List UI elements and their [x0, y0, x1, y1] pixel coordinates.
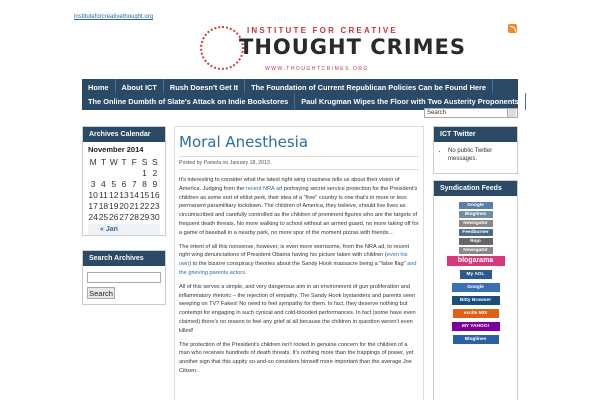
post-text: .: [244, 269, 247, 276]
post-title[interactable]: Moral Anesthesia: [179, 133, 309, 151]
post-paragraph: The protection of the President's children isn't rooted in genuine concern for the children of a man who receives hundreds of death threats. It's nothing more than the trappings of power, yet another sign that this uppity so-and-so considers himself more important than the average Joe Citizen.: [179, 341, 414, 374]
calendar-day: 9: [152, 178, 158, 189]
calendar-day-header: F: [131, 156, 137, 167]
twitter-message: • No public Twitter messages.: [448, 148, 517, 163]
post-paragraph: All of this serves a simple, and very dangerous aim in an environment of gun proliferation and inflammatory rhetoric – the rejection of empathy. The Sandy Hook bystanders and parents seen weeping on TV? Fakes! No need to feel sympathy for them. In fact, they deserve nothing but contempt for engaging in such cynical and cold-blooded performances. In fact (some have even claimed) there's no reason to feel any grief at all because the children in question weren't even killed!: [179, 283, 416, 334]
search-archives-button[interactable]: Search: [87, 287, 115, 299]
calendar-day: 10: [88, 189, 98, 200]
header-search-button[interactable]: [507, 109, 516, 117]
rss-icon[interactable]: [508, 24, 517, 33]
grieving-parents-link[interactable]: and the grieving parents actors: [179, 261, 417, 276]
post-text: The intent of all this nonsense, however, is even more worrisome, from the NRA ad, to recent right wing denunciations of President Obama having his picture taken with children (: [179, 243, 410, 259]
site-logo[interactable]: [195, 22, 467, 77]
calendar-day: 14: [129, 189, 139, 200]
logo-brain-icon: [200, 26, 244, 70]
feed-badge[interactable]: MY YAHOO!: [452, 322, 500, 331]
calendar-day-header: T: [100, 156, 107, 167]
feed-badge[interactable]: Newsgator: [459, 220, 493, 227]
post-meta: Posted by Pamela on January 18, 2013: [179, 156, 419, 170]
calendar-day-header: S: [152, 156, 158, 167]
logo-title: THOUGHT CRIMES: [239, 35, 467, 59]
post-paragraph: [179, 243, 419, 278]
calendar-day: 5: [111, 178, 117, 189]
calendar-day: [109, 167, 119, 178]
feed-badge-list: [434, 196, 517, 344]
calendar-day: 16: [150, 189, 160, 200]
calendar-day: 12: [108, 189, 119, 200]
logo-website: WWW.THOUGHTCRIMES.ORG: [265, 66, 369, 72]
nav-foundation[interactable]: The Foundation of Current Republican Policies Can be Found Here: [245, 79, 493, 96]
calendar-day: 17: [88, 200, 98, 211]
logo-institute-text: INSTITUTE FOR CREATIVE: [247, 26, 398, 35]
calendar-day: 29: [139, 211, 150, 222]
feed-badge[interactable]: Rojo: [459, 238, 493, 245]
calendar-day: 22: [139, 200, 150, 211]
calendar-day: 20: [119, 200, 129, 211]
calendar-day: 27: [119, 211, 129, 222]
feed-badge[interactable]: excite MIX: [453, 309, 499, 318]
nra-ad-link[interactable]: recent NRA ad: [245, 185, 283, 192]
nav-slate[interactable]: The Online Dumbth of Slate's Attack on Indie Bookstores: [82, 93, 295, 110]
calendar-day: 21: [129, 200, 139, 211]
calendar-day: 30: [150, 211, 160, 222]
nav-home[interactable]: Home: [82, 79, 116, 96]
calendar-day: 24: [88, 211, 98, 222]
calendar-day-header: S: [141, 156, 148, 167]
search-archives-header: Search Archives: [83, 251, 165, 266]
calendar-caption: November 2014: [88, 145, 144, 154]
nav-krugman[interactable]: Paul Krugman Wipes the Floor with Two Austerity Proponents: [295, 93, 526, 110]
feed-badge[interactable]: Bloglines: [459, 211, 493, 218]
feed-badge[interactable]: My AOL: [460, 270, 492, 279]
calendar-day: 8: [142, 178, 147, 189]
header-search-input[interactable]: Search: [424, 108, 518, 118]
search-archives-input[interactable]: [87, 272, 161, 283]
calendar-day: 6: [121, 178, 127, 189]
calendar-day-header: W: [109, 156, 118, 167]
calendar-day: [98, 167, 108, 178]
ict-twitter: [433, 126, 518, 174]
calendar-day: 13: [119, 189, 129, 200]
calendar-day: 7: [131, 178, 137, 189]
calendar-day: 28: [129, 211, 139, 222]
calendar-day: 23: [150, 200, 160, 211]
calendar-day: 25: [98, 211, 109, 222]
feed-badge[interactable]: Google: [459, 202, 493, 209]
calendar-header: Archives Calendar: [83, 127, 165, 142]
post-text: ) to the bizarre conspiracy theories about the Sandy Hook massacre being a "false flag": [189, 261, 408, 268]
nav-about[interactable]: About ICT: [116, 79, 164, 96]
nav-rush[interactable]: Rush Doesn't Get It: [164, 79, 245, 96]
calendar-day: 11: [99, 189, 108, 200]
post-paragraph: [179, 176, 419, 238]
archives-calendar: [82, 126, 166, 236]
calendar-grid: [88, 156, 160, 222]
calendar-day-header: T: [121, 156, 127, 167]
feed-badge[interactable]: Google: [452, 283, 500, 292]
calendar-day: 19: [108, 200, 119, 211]
feed-badge[interactable]: Feedburner: [459, 229, 493, 236]
calendar-day: 1: [142, 167, 147, 178]
twitter-header: ICT Twitter: [434, 127, 517, 142]
feed-badge[interactable]: blogarama: [447, 256, 505, 266]
syndication-feeds: [433, 180, 518, 400]
feed-badge[interactable]: Newsgator: [459, 247, 493, 254]
calendar-day: 3: [90, 178, 96, 189]
calendar-day: [119, 167, 129, 178]
calendar-day: 4: [101, 178, 106, 189]
top-url-link[interactable]: instituteforcreativethought.org: [74, 14, 154, 20]
calendar-day: 18: [98, 200, 109, 211]
calendar-prev-link[interactable]: « Jan: [88, 224, 160, 235]
post-text: portraying secret service protection for the President's children as some sort of elitist perk, their idea of a "free" country is one that's in more or less permanent paramilitary lockdown. The children of America, they believe, should live lives as circumscribed and carefully controlled as the children of prominent figures who are the targets of frequent death threats. No more walking to school without an armed guard, no more taking off for a game of baseball in a nearby park, no more spur of the moment pizzas with friends…: [179, 185, 419, 236]
calendar-day: [129, 167, 139, 178]
calendar-day: 15: [139, 189, 150, 200]
feed-badge[interactable]: Bloglines: [453, 335, 499, 344]
post-text: It's interesting to consider what the latest right wing craziness tells us about their vision of America. Judging from the: [179, 177, 400, 192]
even-his-own-link[interactable]: even his own: [179, 252, 408, 268]
calendar-day: 26: [108, 211, 119, 222]
calendar-day-header: M: [89, 156, 97, 167]
feed-badge[interactable]: Bitty Browser: [452, 296, 500, 305]
search-archives: [82, 250, 166, 305]
feeds-header: Syndication Feeds: [434, 181, 517, 196]
calendar-day: [88, 167, 98, 178]
calendar-day: 2: [152, 167, 158, 178]
post-content: [174, 126, 424, 400]
